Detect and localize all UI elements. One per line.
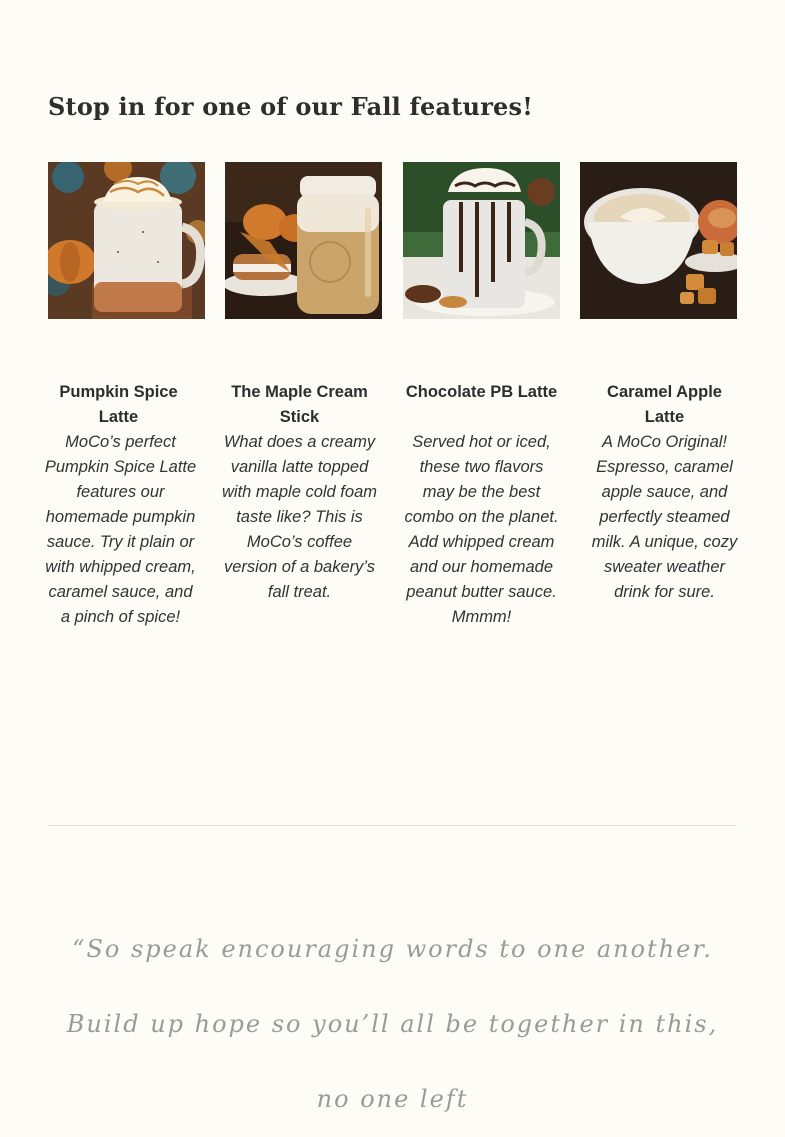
feature-card-caramel-apple [580, 162, 738, 601]
feature-card-chocolate-pb [403, 162, 560, 626]
feature-description: A MoCo Original! Espresso, caramel apple sauce, and perfectly steamed milk. A unique, cozy sweater weather drink for sure. [591, 433, 738, 601]
chocolate-pb-latte-photo [403, 162, 560, 319]
caramel-apple-latte-photo [580, 162, 737, 319]
feature-description: Served hot or iced, these two flavors may be the best combo on the planet. Add whipped cream and our homemade peanut butter sauce. Mmmm! [404, 433, 559, 626]
maple-cream-stick-photo [225, 162, 382, 319]
feature-title: Pumpkin Spice Latte [59, 383, 178, 426]
feature-title: Caramel Apple Latte [607, 383, 722, 426]
pumpkin-spice-latte-photo [48, 162, 205, 319]
scripture-quote: “So speak encouraging words to one another. Build up hope so you’ll all be together in this, no one left [66, 935, 719, 1113]
feature-title: The Maple Cream Stick [231, 383, 368, 426]
section-heading: Stop in for one of our Fall features! [48, 92, 533, 121]
feature-card-maple-cream-stick [222, 162, 382, 601]
feature-card-pumpkin-spice [44, 162, 205, 626]
feature-description: What does a creamy vanilla latte topped with maple cold foam taste like? This is MoCo’s coffee version of a bakery’s fall treat. [222, 433, 377, 601]
feature-description: MoCo’s perfect Pumpkin Spice Latte features our homemade pumpkin sauce. Try it plain or with whipped cream, caramel sauce, and a pinch of spice! [44, 433, 197, 626]
section-divider [48, 825, 737, 826]
feature-title: Chocolate PB Latte [405, 383, 558, 401]
